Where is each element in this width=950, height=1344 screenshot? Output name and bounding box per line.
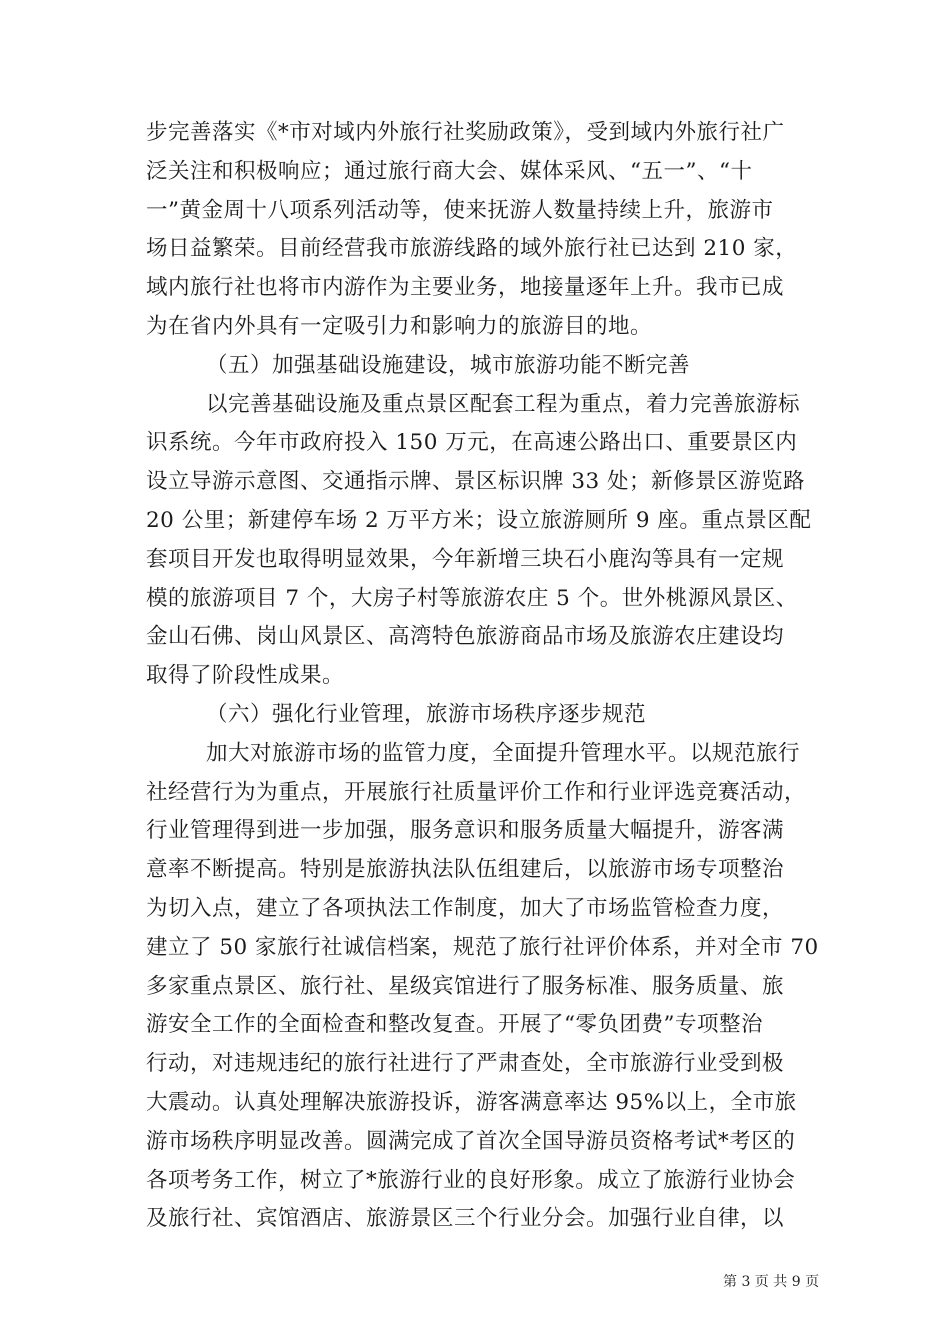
text-line: 识系统。今年市政府投入 150 万元，在高速公路出口、重要景区内 — [146, 430, 798, 456]
text-line: 为切入点，建立了各项执法工作制度，加大了市场监管检查力度， — [146, 895, 785, 921]
text-line: 各项考务工作，树立了*旅游行业的良好形象。成立了旅游行业协会 — [146, 1167, 796, 1193]
section-heading-5: （五）加强基础设施建设，城市旅游功能不断完善 — [206, 352, 691, 378]
body-text — [146, 114, 819, 1239]
text-line: 多家重点景区、旅行社、星级宾馆进行了服务标准、服务质量、旅 — [146, 973, 785, 999]
text-line: 模的旅游项目 7 个，大房子村等旅游农庄 5 个。世外桃源风景区、 — [146, 585, 798, 611]
text-line: 大震动。认真处理解决旅游投诉，游客满意率达 95%以上，全市旅 — [146, 1089, 797, 1115]
paragraph-start: 加大对旅游市场的监管力度，全面提升管理水平。以规范旅行 — [206, 740, 801, 766]
text-line: 社经营行为为重点，开展旅行社质量评价工作和行业评选竞赛活动， — [146, 779, 807, 805]
text-line: 20 公里；新建停车场 2 万平方米；设立旅游厕所 9 座。重点景区配 — [146, 507, 812, 533]
section-heading-6: （六）强化行业管理，旅游市场秩序逐步规范 — [206, 701, 647, 727]
text-line: 一”黄金周十八项系列活动等，使来抚游人数量持续上升，旅游市 — [146, 197, 774, 223]
text-line: 取得了阶段性成果。 — [146, 663, 345, 689]
text-line: 意率不断提高。特别是旅游执法队伍组建后，以旅游市场专项整治 — [146, 857, 785, 883]
paragraph-start: 以完善基础设施及重点景区配套工程为重点，着力完善旅游标 — [206, 391, 801, 417]
page-number: 第 3 页 共 9 页 — [723, 1274, 820, 1290]
text-line: 及旅行社、宾馆酒店、旅游景区三个行业分会。加强行业自律，以 — [146, 1206, 785, 1232]
text-line: 为在省内外具有一定吸引力和影响力的旅游目的地。 — [146, 313, 653, 339]
text-line: 泛关注和积极响应；通过旅行商大会、媒体采风、“五一”、“十 — [146, 158, 753, 184]
text-line: 域内旅行社也将市内游作为主要业务，地接量逐年上升。我市已成 — [146, 275, 785, 301]
text-line: 建立了 50 家旅行社诚信档案，规范了旅行社评价体系，并对全市 70 — [146, 934, 819, 960]
text-line: 行动，对违规违纪的旅行社进行了严肃查处，全市旅游行业受到极 — [146, 1051, 785, 1077]
text-line: 步完善落实《*市对域内外旅行社奖励政策》，受到域内外旅行社广 — [146, 120, 785, 145]
text-line: 游市场秩序明显改善。圆满完成了首次全国导游员资格考试*考区的 — [146, 1128, 796, 1154]
text-line: 行业管理得到进一步加强，服务意识和服务质量大幅提升，游客满 — [146, 818, 785, 844]
text-line: 套项目开发也取得明显效果，今年新增三块石小鹿沟等具有一定规 — [146, 546, 785, 572]
text-line: 游安全工作的全面检查和整改复查。开展了“零负团费”专项整治 — [146, 1012, 763, 1038]
text-line: 场日益繁荣。目前经营我市旅游线路的域外旅行社已达到 210 家， — [146, 236, 798, 262]
text-line: 金山石佛、岗山风景区、高湾特色旅游商品市场及旅游农庄建设均 — [146, 624, 785, 650]
text-line: 设立导游示意图、交通指示牌、景区标识牌 33 处；新修景区游览路 — [146, 469, 806, 495]
